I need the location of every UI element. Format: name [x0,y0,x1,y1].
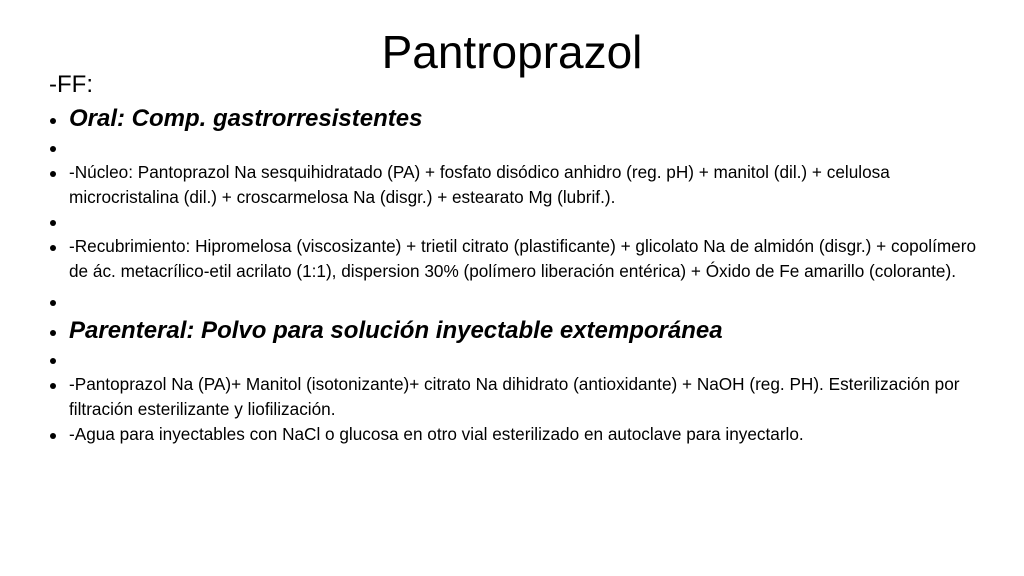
bullet-pantoprazol-parenteral: -Pantoprazol Na (PA)+ Manitol (isotonizante)+ citrato Na dihidrato (antioxidante) + NaOH (reg. PH). Esterilización por filtración esterilizante y liofilización. [47,372,977,422]
bullet-parenteral-heading: Parenteral: Polvo para solución inyectable extemporánea [47,314,977,348]
slide-title: Pantroprazol [381,26,643,78]
bullet-nucleo: -Núcleo: Pantoprazol Na sesquihidratado (PA) + fosfato disódico anhidro (reg. pH) + manitol (dil.) + celulosa microcristalina (dil.) + croscarmelosa Na (disgr.) + estearato Mg (lubrif.). [47,160,977,210]
bullet-empty [47,348,977,372]
bullet-empty [47,210,977,234]
bullet-empty [47,136,977,160]
bullet-oral-heading: Oral: Comp. gastrorresistentes [47,102,977,136]
bullet-list [47,102,977,447]
bullet-agua-inyectables: -Agua para inyectables con NaCl o glucosa en otro vial esterilizado en autoclave para inyectarlo. [47,422,977,447]
slide-subtitle: -FF: [49,71,93,98]
bullet-empty [47,290,977,314]
bullet-recubrimiento: -Recubrimiento: Hipromelosa (viscosizante) + trietil citrato (plastificante) + glicolato Na de almidón (disgr.) + copolímero de ác. metacrílico-etil acrilato (1:1), dispersion 30% (polímero liberación entérica) + Óxido de Fe amarillo (colorante). [47,234,977,284]
